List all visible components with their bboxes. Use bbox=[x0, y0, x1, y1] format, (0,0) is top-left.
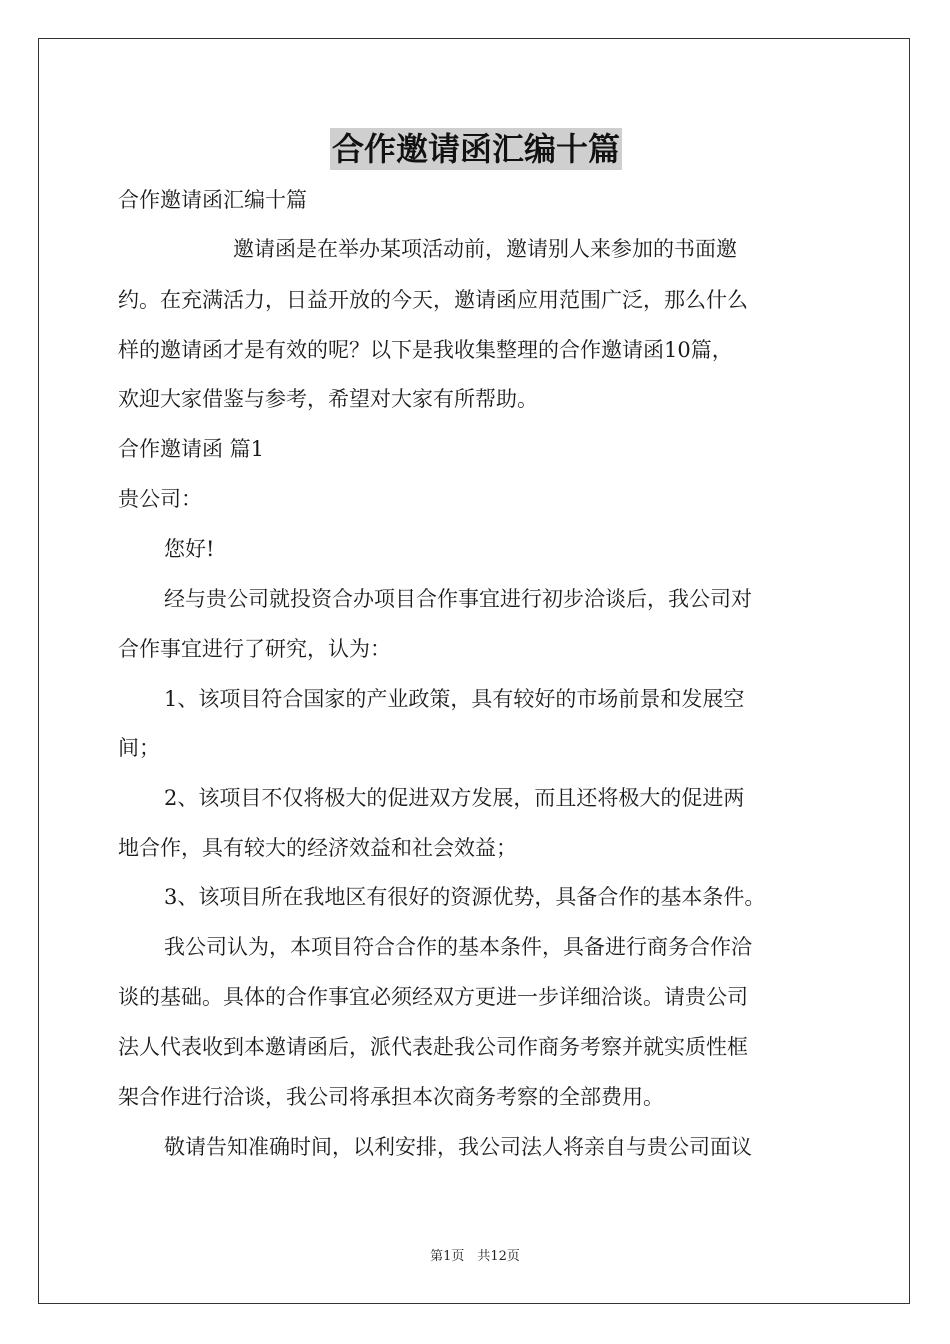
list-item-1-line: 1、该项目符合国家的产业政策，具有较好的市场前景和发展空 bbox=[164, 687, 745, 711]
paragraph-line: 谈的基础。具体的合作事宜必须经双方更进一步详细洽谈。请贵公司 bbox=[118, 985, 748, 1009]
paragraph-line: 我公司认为，本项目符合合作的基本条件，具备进行商务合作洽 bbox=[164, 935, 752, 959]
section-heading: 合作邀请函 篇1 bbox=[118, 437, 265, 461]
list-item-3-line: 3、该项目所在我地区有很好的资源优势，具备合作的基本条件。 bbox=[164, 885, 766, 909]
paragraph-line: 经与贵公司就投资合办项目合作事宜进行初步洽谈后，我公司对 bbox=[164, 587, 752, 611]
list-item-2-line: 地合作，具有较大的经济效益和社会效益； bbox=[118, 836, 517, 860]
greeting: 您好! bbox=[164, 537, 215, 561]
paragraph-line: 欢迎大家借鉴与参考，希望对大家有所帮助。 bbox=[118, 387, 538, 411]
paragraph-line: 合作事宜进行了研究，认为： bbox=[118, 637, 391, 661]
paragraph-line: 约。在充满活力，日益开放的今天，邀请函应用范围广泛，那么什么 bbox=[118, 288, 748, 312]
paragraph-line: 法人代表收到本邀请函后，派代表赴我公司作商务考察并就实质性框 bbox=[118, 1035, 748, 1059]
page-border bbox=[38, 38, 910, 1304]
salutation: 贵公司： bbox=[118, 487, 202, 511]
list-item-2-line: 2、该项目不仅将极大的促进双方发展，而且还将极大的促进两 bbox=[164, 786, 745, 810]
list-item-1-line: 间； bbox=[118, 736, 160, 760]
page-footer: 第1页 共12页 bbox=[430, 1249, 520, 1264]
title-wrap bbox=[118, 128, 834, 170]
paragraph-line: 样的邀请函才是有效的呢？以下是我收集整理的合作邀请函10篇， bbox=[118, 338, 733, 362]
paragraph-line: 邀请函是在举办某项活动前，邀请别人来参加的书面邀 bbox=[233, 237, 737, 261]
document-title: 合作邀请函汇编十篇 bbox=[331, 130, 620, 168]
subtitle-line: 合作邀请函汇编十篇 bbox=[118, 188, 307, 212]
paragraph-line: 架合作进行洽谈，我公司将承担本次商务考察的全部费用。 bbox=[118, 1085, 664, 1109]
paragraph-line: 敬请告知准确时间，以利安排，我公司法人将亲自与贵公司面议 bbox=[164, 1135, 752, 1159]
